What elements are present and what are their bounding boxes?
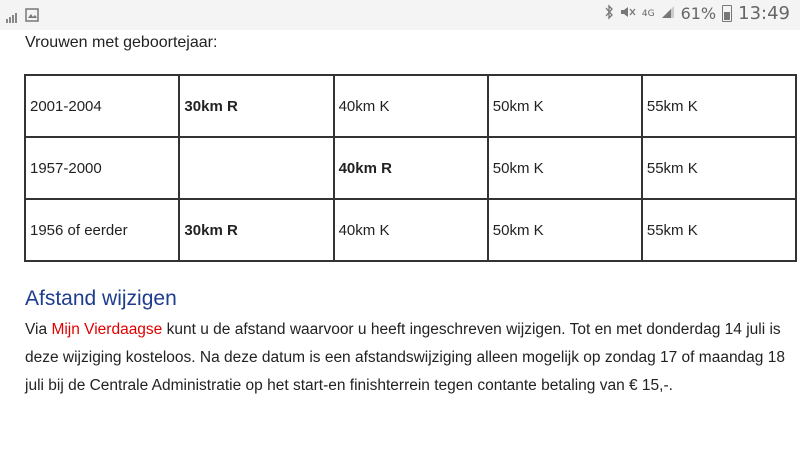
status-bar bbox=[0, 0, 800, 30]
mijn-vierdaagse-link[interactable]: Mijn Vierdaagse bbox=[51, 321, 163, 338]
table-row bbox=[25, 75, 796, 137]
table-cell: 40km K bbox=[334, 199, 488, 261]
info-paragraph bbox=[25, 316, 785, 400]
signal-icon bbox=[6, 10, 17, 23]
mute-icon bbox=[620, 4, 636, 23]
section-title: Afstand wijzigen bbox=[25, 287, 177, 310]
table-cell: 55km K bbox=[642, 75, 796, 137]
paragraph-text: kunt u de afstand waarvoor u heeft ingeschreven wijzigen. Tot en met donderdag 14 juli is deze wijziging kosteloos. Na deze datum is een afstandswijziging alleen mogelijk op zondag 17 of maandag 18 juli bij de Centrale Administratie op het start-en finishterrein tegen contante betaling van € 15,-. bbox=[25, 321, 785, 394]
table-cell: 50km K bbox=[488, 137, 642, 199]
cell-signal-icon bbox=[661, 4, 675, 23]
table-cell bbox=[179, 137, 333, 199]
table-cell: 30km R bbox=[179, 75, 333, 137]
network-type-label: 4G bbox=[641, 8, 655, 19]
table-cell: 55km K bbox=[642, 137, 796, 199]
battery-percent: 61% bbox=[680, 4, 717, 23]
table-cell: 30km R bbox=[179, 199, 333, 261]
table-cell: 2001-2004 bbox=[25, 75, 179, 137]
table-cell: 55km K bbox=[642, 199, 796, 261]
table-heading: Vrouwen met geboortejaar: bbox=[25, 34, 218, 51]
clock: 13:49 bbox=[738, 3, 790, 24]
image-icon bbox=[25, 7, 39, 26]
bluetooth-icon bbox=[604, 4, 614, 24]
table-cell: 40km K bbox=[334, 75, 488, 137]
table-row bbox=[25, 137, 796, 199]
table-cell: 40km R bbox=[334, 137, 488, 199]
table-cell: 1956 of eerder bbox=[25, 199, 179, 261]
table-cell: 50km K bbox=[488, 199, 642, 261]
battery-icon bbox=[722, 5, 732, 22]
table-cell: 1957-2000 bbox=[25, 137, 179, 199]
paragraph-prefix: Via bbox=[25, 321, 52, 338]
distance-table bbox=[24, 74, 797, 262]
table-row bbox=[25, 199, 796, 261]
table-cell: 50km K bbox=[488, 75, 642, 137]
